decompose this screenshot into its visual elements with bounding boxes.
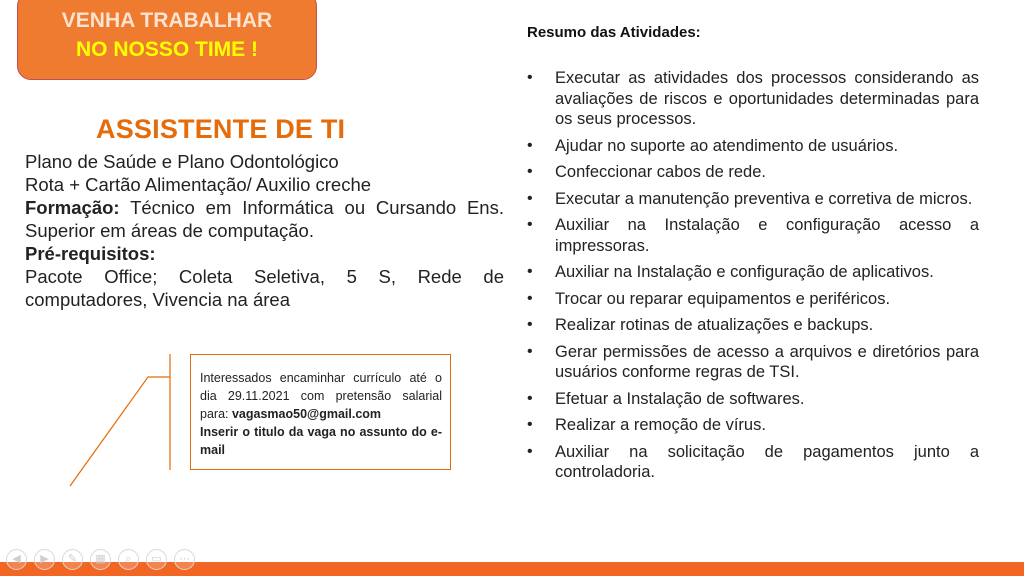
application-callout bbox=[190, 354, 451, 470]
next-icon[interactable]: ▶ bbox=[34, 549, 55, 570]
subtitles-icon[interactable]: ▭ bbox=[146, 549, 167, 570]
bullet-icon: • bbox=[527, 342, 533, 360]
activity-item bbox=[527, 136, 979, 157]
activity-text: Auxiliar na Instalação e configuração de aplicativos. bbox=[555, 263, 934, 281]
application-email: vagasmao50@gmail.com bbox=[231, 407, 382, 421]
activity-item bbox=[527, 289, 979, 310]
banner-line-1: VENHA TRABALHAR bbox=[61, 9, 273, 32]
activity-text: Gerar permissões de acesso a arquivos e diretórios para usuários conforme regras de TSI. bbox=[555, 342, 979, 381]
bullet-icon: • bbox=[527, 69, 533, 86]
education-text: Técnico em Informática ou Cursando Ens. Superior em áreas de computação. bbox=[25, 197, 504, 241]
subject-instruction: Inserir o titulo da vaga no assunto do e-mail bbox=[200, 425, 442, 457]
activity-item bbox=[527, 389, 979, 410]
application-instructions: Interessados encaminhar currículo até o dia 29.11.2021 com pretensão salarial para: bbox=[200, 371, 442, 421]
activity-item bbox=[527, 189, 979, 210]
bullet-icon: • bbox=[527, 163, 533, 180]
slideshow-controls bbox=[6, 549, 195, 570]
activity-item bbox=[527, 68, 979, 130]
benefit-health: Plano de Saúde e Plano Odontológico bbox=[25, 151, 339, 172]
pen-icon[interactable]: ✎ bbox=[62, 549, 83, 570]
activity-item bbox=[527, 215, 979, 256]
slides-icon[interactable]: ▦ bbox=[90, 549, 111, 570]
bullet-icon: • bbox=[527, 216, 533, 233]
activities-list bbox=[527, 68, 979, 489]
job-title: ASSISTENTE DE TI bbox=[96, 114, 346, 144]
activity-item bbox=[527, 262, 979, 283]
activity-item bbox=[527, 342, 979, 383]
activity-text: Trocar ou reparar equipamentos e periféricos. bbox=[555, 289, 891, 308]
zoom-icon[interactable]: ⌕ bbox=[118, 549, 139, 570]
bullet-icon: • bbox=[527, 389, 533, 407]
activities-summary-title: Resumo das Atividades: bbox=[527, 24, 701, 41]
banner-line-2: NO NOSSO TIME ! bbox=[75, 38, 258, 61]
activity-text: Efetuar a Instalação de softwares. bbox=[555, 389, 805, 408]
bullet-icon: • bbox=[527, 416, 533, 433]
activity-item bbox=[527, 415, 979, 436]
bullet-icon: • bbox=[527, 136, 533, 154]
activity-text: Realizar rotinas de atualizações e backups. bbox=[555, 316, 874, 334]
activity-item bbox=[527, 442, 979, 483]
bullet-icon: • bbox=[527, 189, 533, 207]
activity-text: Auxiliar na solicitação de pagamentos junto a controladoria. bbox=[555, 442, 979, 481]
bullet-icon: • bbox=[527, 316, 533, 333]
activity-item bbox=[527, 162, 979, 183]
previous-icon[interactable]: ◀ bbox=[6, 549, 27, 570]
bullet-icon: • bbox=[527, 263, 533, 280]
activity-text: Ajudar no suporte ao atendimento de usuários. bbox=[555, 136, 899, 155]
activity-text: Confeccionar cabos de rede. bbox=[555, 163, 766, 181]
education-label: Formação: bbox=[25, 197, 120, 218]
benefit-transport: Rota + Cartão Alimentação/ Auxilio creche bbox=[25, 174, 372, 195]
more-icon[interactable]: ⋯ bbox=[174, 549, 195, 570]
activity-text: Executar as atividades dos processos considerando as avaliações de riscos e oportunidades determinadas para os seus processos. bbox=[555, 69, 979, 128]
bullet-icon: • bbox=[527, 289, 533, 307]
prerequisites-text: Pacote Office; Coleta Seletiva, 5 S, Rede de computadores, Vivencia na área bbox=[25, 266, 504, 310]
bullet-icon: • bbox=[527, 442, 533, 460]
activity-text: Realizar a remoção de vírus. bbox=[555, 416, 766, 434]
prerequisites-label: Pré-requisitos: bbox=[25, 243, 156, 264]
activity-text: Executar a manutenção preventiva e corretiva de micros. bbox=[555, 189, 973, 208]
activity-item bbox=[527, 315, 979, 336]
activity-text: Auxiliar na Instalação e configuração acesso a impressoras. bbox=[555, 216, 979, 255]
